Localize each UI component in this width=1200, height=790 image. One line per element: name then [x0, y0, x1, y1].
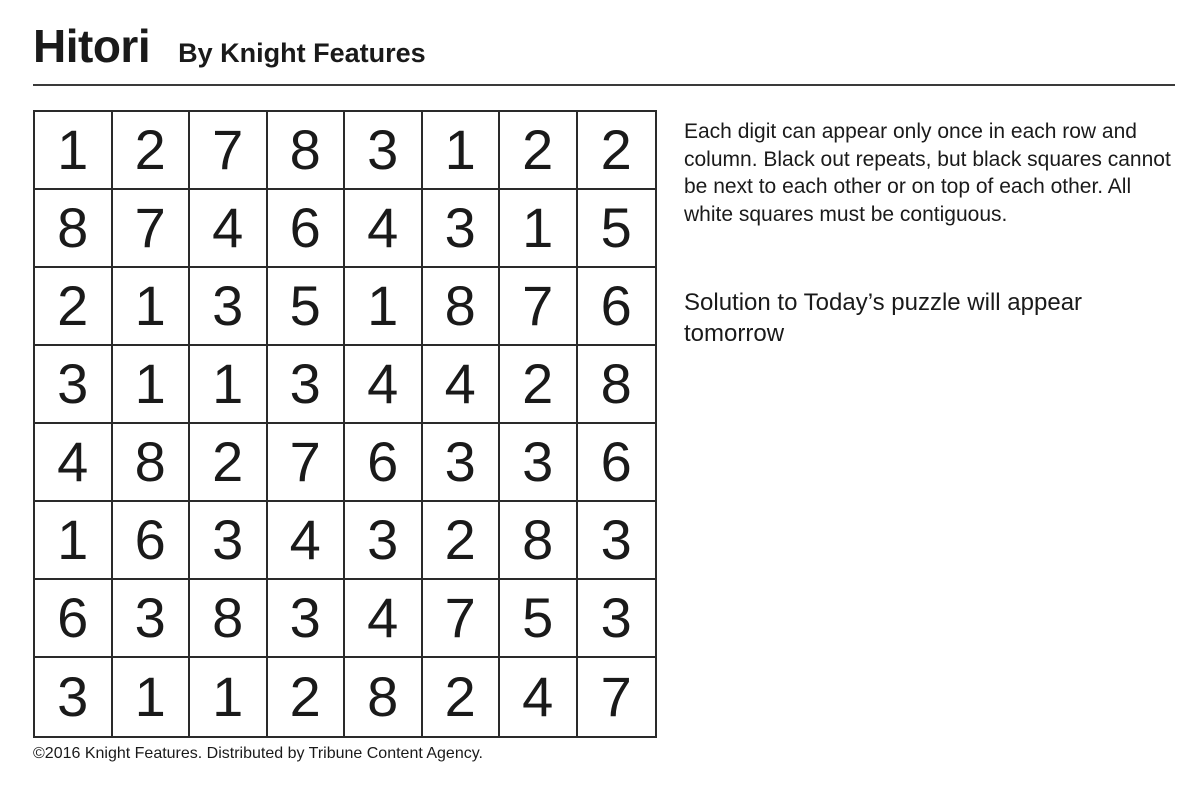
grid-cell[interactable]: 4 [345, 580, 423, 658]
grid-cell[interactable]: 7 [423, 580, 501, 658]
grid-cell[interactable]: 7 [190, 112, 268, 190]
header [33, 18, 426, 74]
grid-cell[interactable]: 1 [190, 346, 268, 424]
grid-cell[interactable]: 2 [423, 658, 501, 736]
grid-cell[interactable]: 2 [35, 268, 113, 346]
grid-cell[interactable]: 3 [268, 580, 346, 658]
grid-cell[interactable]: 1 [113, 346, 191, 424]
grid-cell[interactable]: 8 [113, 424, 191, 502]
grid-cell[interactable]: 4 [345, 190, 423, 268]
grid-cell[interactable]: 2 [500, 346, 578, 424]
grid-cell[interactable]: 2 [113, 112, 191, 190]
grid-cell[interactable]: 1 [35, 112, 113, 190]
grid-cell[interactable]: 4 [190, 190, 268, 268]
grid-cell[interactable]: 3 [423, 190, 501, 268]
grid-cell[interactable]: 8 [35, 190, 113, 268]
grid-cell[interactable]: 7 [600, 665, 632, 728]
grid-cell[interactable]: 8 [500, 502, 578, 580]
grid-cell[interactable]: 3 [345, 112, 423, 190]
grid-cell[interactable]: 6 [35, 580, 113, 658]
grid-cell[interactable]: 4 [345, 346, 423, 424]
grid-cell[interactable]: 3 [268, 346, 346, 424]
grid-cell[interactable]: 3 [35, 346, 113, 424]
grid-cell[interactable]: 5 [500, 580, 578, 658]
puzzle-title: Hitori [33, 20, 151, 72]
instructions-text: Each digit can appear only once in each row and column. Black out repeats, but black squares cannot be next to each other or on top of each other. All white squares must be contiguous. [684, 120, 1171, 226]
grid-cell[interactable]: 2 [190, 424, 268, 502]
grid-cell[interactable]: 3 [113, 580, 191, 658]
grid-cell[interactable]: 8 [345, 658, 423, 736]
grid-cell[interactable]: 1 [423, 112, 501, 190]
grid-cell[interactable]: 8 [423, 268, 501, 346]
grid-cell[interactable]: 3 [345, 502, 423, 580]
grid-cell[interactable]: 3 [423, 424, 501, 502]
grid-cell[interactable]: 1 [113, 268, 191, 346]
grid-cell[interactable]: 8 [190, 580, 268, 658]
header-divider [33, 84, 1175, 86]
grid-cell[interactable]: 4 [35, 424, 113, 502]
grid-cell[interactable]: 1 [500, 190, 578, 268]
grid-cell[interactable]: 6 [113, 502, 191, 580]
grid-cell[interactable]: 2 [268, 658, 346, 736]
grid-cell[interactable]: 6 [578, 268, 656, 346]
grid-cell[interactable]: 8 [268, 112, 346, 190]
grid-cell[interactable]: 8 [578, 346, 656, 424]
grid-cell[interactable]: 2 [578, 112, 656, 190]
grid-cell[interactable]: 3 [500, 424, 578, 502]
grid-cell[interactable]: 7 [500, 268, 578, 346]
grid-cell[interactable]: 1 [35, 502, 113, 580]
grid-cell[interactable]: 4 [268, 502, 346, 580]
grid-cell[interactable]: 3 [35, 658, 113, 736]
puzzle-byline: By Knight Features [178, 38, 426, 68]
grid-cell[interactable]: 5 [268, 268, 346, 346]
grid-cell[interactable]: 5 [578, 190, 656, 268]
grid-cell[interactable]: 2 [423, 502, 501, 580]
grid-cell[interactable]: 3 [190, 502, 268, 580]
grid-cell[interactable]: 4 [423, 346, 501, 424]
grid-cell[interactable]: 7 [113, 190, 191, 268]
grid-cell[interactable]: 6 [345, 424, 423, 502]
grid-cell[interactable]: 2 [500, 112, 578, 190]
grid-cell[interactable]: 3 [190, 268, 268, 346]
hitori-grid [33, 110, 657, 738]
grid-cell[interactable]: 3 [578, 502, 656, 580]
grid-cell[interactable]: 3 [578, 580, 656, 658]
copyright-notice: ©2016 Knight Features. Distributed by Tribune Content Agency. [33, 745, 483, 762]
grid-cell[interactable]: 6 [578, 424, 656, 502]
grid-cell[interactable]: 1 [345, 268, 423, 346]
grid-cell[interactable]: 7 [268, 424, 346, 502]
solution-note: Solution to Today’s puzzle will appear tomorrow [684, 289, 1083, 347]
grid-cell[interactable]: 1 [190, 658, 268, 736]
grid-cell[interactable]: 6 [268, 190, 346, 268]
grid-cell[interactable]: 4 [500, 658, 578, 736]
grid-cell[interactable]: 1 [113, 658, 191, 736]
